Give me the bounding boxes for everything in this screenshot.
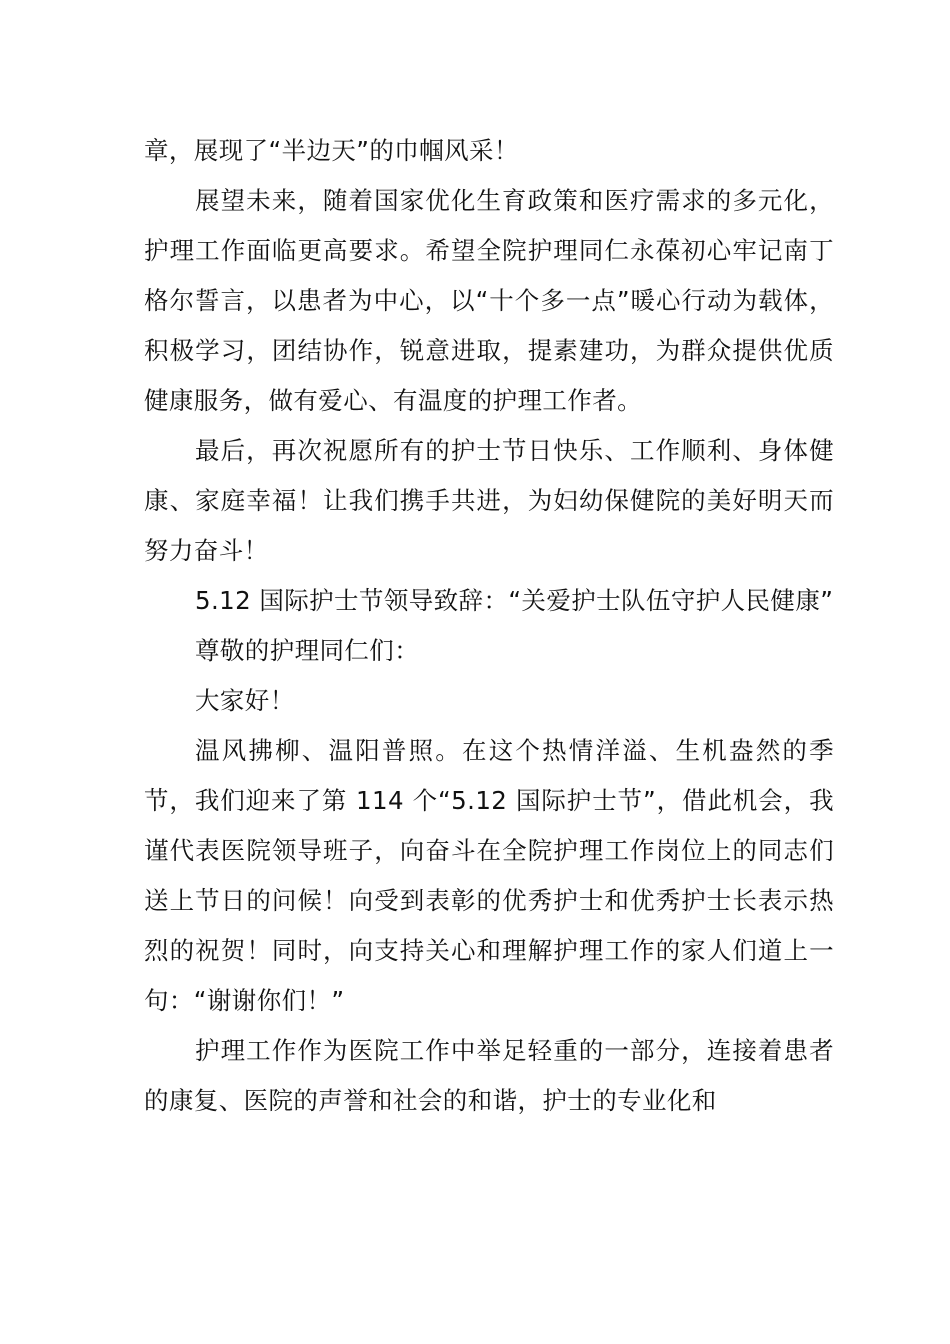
salutation: 尊敬的护理同仁们：	[195, 636, 420, 665]
document-body	[144, 126, 834, 1126]
paragraph-closing-wishes: 最后，再次祝愿所有的护士节日快乐、工作顺利、身体健康、家庭幸福！让我们携手共进，为妇幼保健院的美好明天而努力奋斗！	[144, 436, 834, 565]
paragraph-outlook: 展望未来，随着国家优化生育政策和医疗需求的多元化，护理工作面临更高要求。希望全院护理同仁永葆初心牢记南丁格尔誓言，以患者为中心，以“十个多一点”暖心行动为载体，积极学习，团结协作，锐意进取，提素建功，为群众提供优质健康服务，做有爱心、有温度的护理工作者。	[144, 186, 834, 415]
paragraph-nursing-importance: 护理工作作为医院工作中举足轻重的一部分，连接着患者的康复、医院的声誉和社会的和谐，护士的专业化和	[144, 1036, 834, 1115]
paragraph-continuation: 章，展现了“半边天”的巾帼风采！	[144, 136, 519, 165]
greeting: 大家好！	[195, 686, 295, 715]
speech-title: 5.12 国际护士节领导致辞：“关爱护士队伍守护人民健康”	[195, 586, 834, 615]
paragraph-opening: 温风拂柳、温阳普照。在这个热情洋溢、生机盎然的季节，我们迎来了第 114 个“5.12 国际护士节”，借此机会，我谨代表医院领导班子，向奋斗在全院护理工作岗位上的同志们送上节日的问候！向受到表彰的优秀护士和优秀护士长表示热烈的祝贺！同时，向支持关心和理解护理工作的家人们道上一句：“谢谢你们！”	[144, 736, 834, 1015]
